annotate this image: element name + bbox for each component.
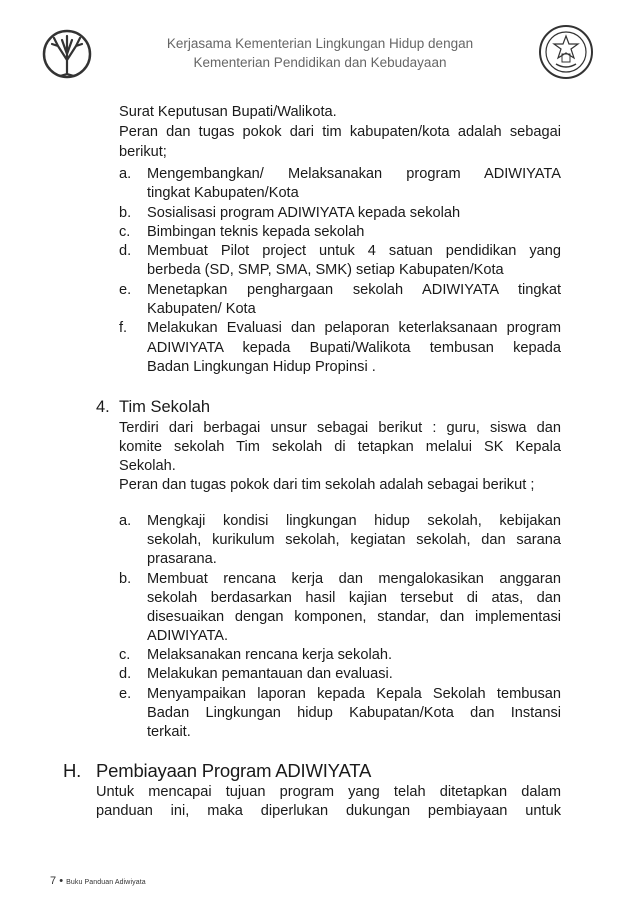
list-item-label: a. (119, 166, 132, 182)
section-title: Tim Sekolah (119, 398, 211, 416)
list-item-line: Melakukan Evaluasi dan pelaporan keterlaksanaan program (147, 320, 561, 336)
list-item-line: berbeda (SD, SMP, SMA, SMK) setiap Kabupaten/Kota (147, 262, 504, 278)
list-item-label: f. (119, 320, 128, 336)
page-footer (50, 875, 146, 887)
list-item-line: Mengkaji kondisi lingkungan hidup sekolah, kebijakan (147, 513, 561, 529)
list-item-line: Melaksanakan rencana kerja sekolah. (147, 647, 392, 663)
paragraph-line: panduan ini, maka diperlukan dukungan pembiayaan untuk (96, 803, 561, 819)
list-item-line: terkait. (147, 724, 191, 740)
paragraph-line: Terdiri dari berbagai unsur sebagai berikut : guru, siswa dan (119, 420, 561, 436)
list-item-line: Kabupaten/ Kota (147, 301, 256, 317)
intro-line-1: Surat Keputusan Bupati/Walikota. (119, 104, 337, 120)
list-item-label: e. (119, 282, 132, 298)
list-item-line: sekolah, kurikulum sekolah, kegiatan sekolah, dan sarana (147, 532, 561, 548)
tut-wuri-handayani-logo-icon (538, 24, 594, 80)
list-item-line: Menyampaikan laporan kepada Kepala Sekolah tembusan (147, 686, 561, 702)
list-item-line: Mengembangkan/ Melaksanakan program ADIWIYATA (147, 166, 561, 182)
section-number: 4. (96, 398, 110, 416)
list-item-label: b. (119, 205, 132, 221)
header-title (150, 34, 490, 72)
page-header (0, 0, 638, 92)
list-item-line: Sosialisasi program ADIWIYATA kepada sekolah (147, 205, 461, 221)
list-item-line: ADIWIYATA. (147, 628, 229, 644)
list-item-label: d. (119, 666, 132, 682)
list-item-label: a. (119, 513, 132, 529)
paragraph-line: komite sekolah Tim sekolah di tetapkan melalui SK Kepala (119, 439, 561, 455)
list-item-line: Badan Lingkungan hidup Kabupatan/Kota dan Instansi (147, 705, 561, 721)
list-item-label: c. (119, 647, 131, 663)
header-line-1: Kerjasama Kementerian Lingkungan Hidup dengan (166, 36, 474, 51)
paragraph-line: Sekolah. (119, 458, 176, 474)
list-item-line: Membuat Pilot project untuk 4 satuan pendidikan yang (147, 243, 561, 259)
footer-bullet: • (59, 875, 64, 887)
list-item-line: disesuaikan dengan komponen, standar, dan implementasi (147, 609, 561, 625)
list-item-line: Melakukan pemantauan dan evaluasi. (147, 666, 393, 682)
section-title: Pembiayaan Program ADIWIYATA (96, 760, 372, 781)
list-item-line: Membuat rencana kerja dan mengalokasikan anggaran (147, 571, 561, 587)
tree-logo-icon (42, 28, 92, 80)
list-item-line: sekolah berdasarkan hasil kajian tersebut di atas, dan (147, 590, 561, 606)
list-item-label: c. (119, 224, 131, 240)
page-number: 7 (50, 875, 57, 887)
list-item-label: e. (119, 686, 132, 702)
list-item-line: tingkat Kabupaten/Kota (147, 185, 299, 201)
list-item-line: Badan Lingkungan Hidup Propinsi . (147, 359, 376, 375)
list-item-label: b. (119, 571, 132, 587)
paragraph-line: Untuk mencapai tujuan program yang telah ditetapkan dalam (96, 784, 561, 800)
intro-line-3: berikut; (119, 144, 167, 160)
list-item-line: prasarana. (147, 551, 217, 567)
book-title: Buku Panduan Adiwiyata (66, 879, 146, 886)
list-item-line: ADIWIYATA kepada Bupati/Walikota tembusan kepada (147, 340, 561, 356)
list-item-line: Menetapkan penghargaan sekolah ADIWIYATA tingkat (147, 282, 561, 298)
section-letter: H. (63, 760, 82, 781)
list-item-label: d. (119, 243, 132, 259)
intro-line-2: Peran dan tugas pokok dari tim kabupaten/kota adalah sebagai (119, 124, 561, 140)
paragraph-line: Peran dan tugas pokok dari tim sekolah adalah sebagai berikut ; (119, 477, 535, 493)
list-item-line: Bimbingan teknis kepada sekolah (147, 224, 365, 240)
header-line-2: Kementerian Pendidikan dan Kebudayaan (193, 55, 447, 70)
